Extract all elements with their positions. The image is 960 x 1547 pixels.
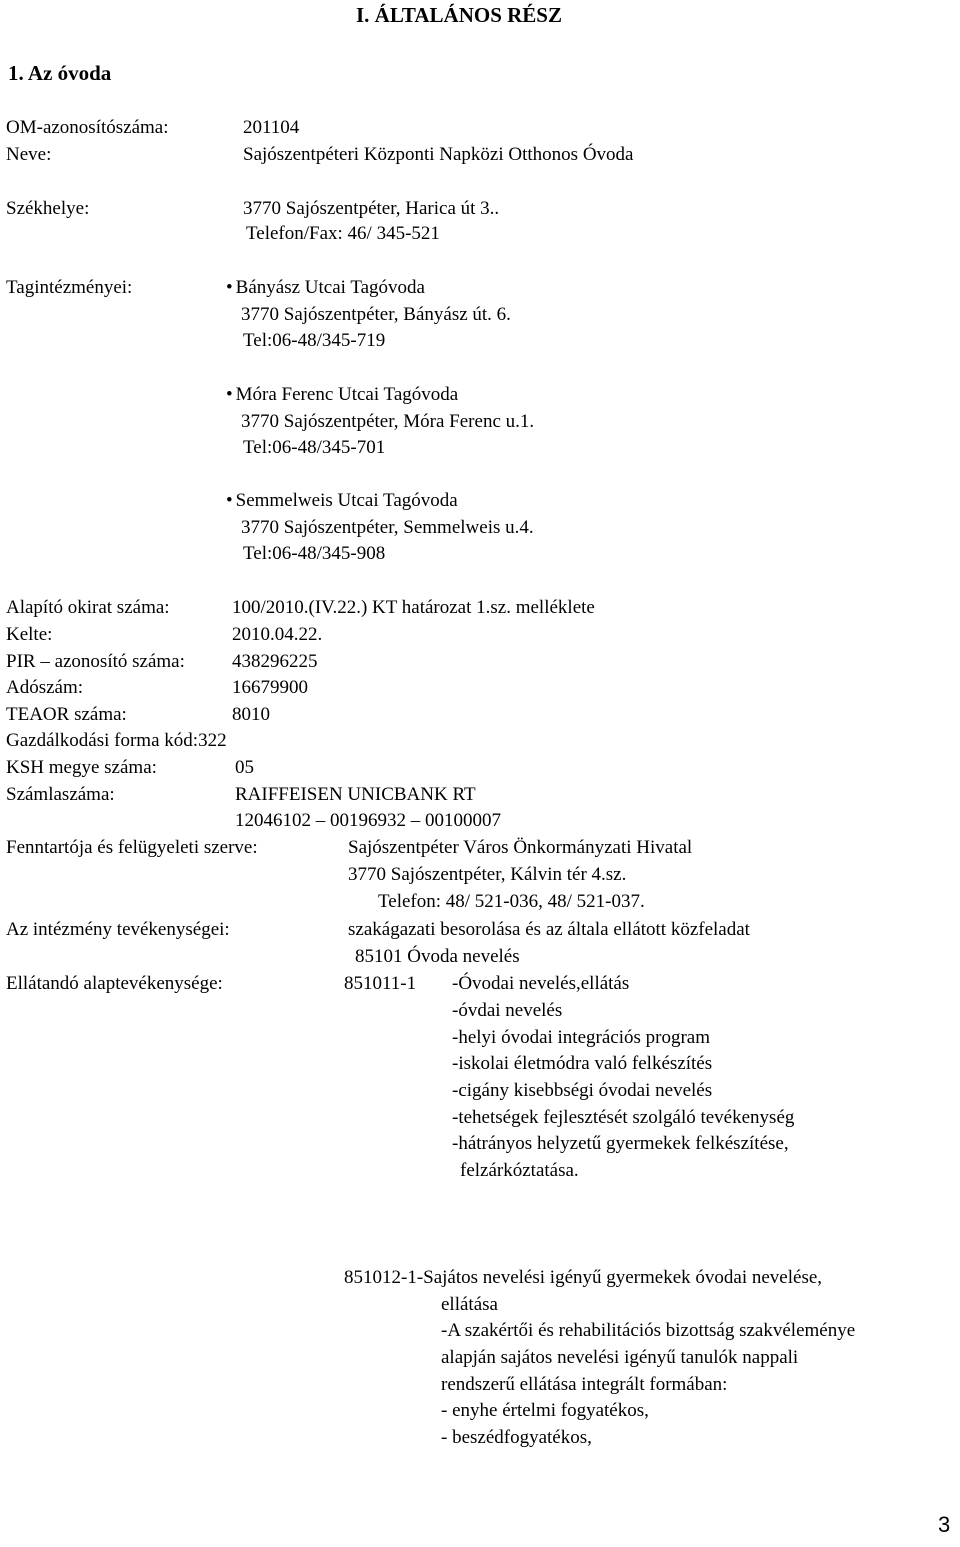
- seat-label: Székhelye:: [6, 198, 90, 219]
- om-value: 201104: [243, 117, 300, 138]
- maintainer-label: Fenntartója és felügyeleti szerve:: [6, 837, 258, 858]
- tax-label: Adószám:: [6, 677, 84, 698]
- pir-value: 438296225: [232, 651, 318, 672]
- basic-code: 851011-1: [344, 973, 417, 994]
- bullet-icon: •: [226, 277, 233, 298]
- teaor-value: 8010: [232, 704, 270, 725]
- special-line: ellátása: [441, 1294, 498, 1315]
- account-bank: RAIFFEISEN UNICBANK RT: [235, 784, 476, 805]
- account-number: 12046102 – 00196932 – 00100007: [235, 810, 501, 831]
- member-item-2: [226, 491, 458, 510]
- activities-line1: szakágazati besorolása és az általa ellátott közfeladat: [348, 919, 750, 940]
- ksh-label: KSH megye száma:: [6, 757, 157, 778]
- member-item-1: [226, 385, 458, 404]
- special-line: - enyhe értelmi fogyatékos,: [441, 1400, 649, 1421]
- list-item: -tehetségek fejlesztését szolgáló tevékenység: [452, 1107, 795, 1128]
- list-item: felzárkóztatása.: [460, 1160, 579, 1181]
- member-phone: Tel:06-48/345-701: [243, 437, 386, 458]
- list-item: -óvdai nevelés: [452, 1000, 563, 1021]
- page-number: 3: [938, 1512, 951, 1537]
- member-name: Móra Ferenc Utcai Tagóvoda: [235, 384, 459, 405]
- list-item: -Óvodai nevelés,ellátás: [452, 973, 630, 994]
- teaor-label: TEAOR száma:: [6, 704, 127, 725]
- member-name: Bányász Utcai Tagóvoda: [235, 277, 425, 298]
- founding-value: 100/2010.(IV.22.) KT határozat 1.sz. melléklete: [232, 597, 595, 618]
- bullet-icon: •: [226, 384, 233, 405]
- name-label: Neve:: [6, 144, 52, 165]
- activities-line2: 85101 Óvoda nevelés: [355, 946, 520, 967]
- member-address: 3770 Sajószentpéter, Bányász út. 6.: [241, 304, 511, 325]
- seat-phone: Telefon/Fax: 46/ 345-521: [246, 223, 440, 244]
- special-line: -A szakértői és rehabilitációs bizottság szakvéleménye: [441, 1320, 856, 1341]
- founding-label: Alapító okirat száma:: [6, 597, 170, 618]
- seat-address: 3770 Sajószentpéter, Harica út 3..: [243, 198, 500, 219]
- member-item-0: [226, 278, 425, 297]
- member-phone: Tel:06-48/345-908: [243, 543, 386, 564]
- gfk-row: [6, 731, 227, 750]
- basic-label: Ellátandó alaptevékenysége:: [6, 973, 223, 994]
- activities-label: Az intézmény tevékenységei:: [6, 919, 230, 940]
- list-item: -hátrányos helyzetű gyermekek felkészítése,: [452, 1133, 789, 1154]
- special-line: rendszerű ellátása integrált formában:: [441, 1374, 728, 1395]
- members-label: Tagintézményei:: [6, 277, 133, 298]
- name-value: Sajószentpéteri Központi Napközi Otthonos Óvoda: [243, 144, 634, 165]
- date-label: Kelte:: [6, 624, 53, 645]
- maintainer-address: 3770 Sajószentpéter, Kálvin tér 4.sz.: [348, 864, 627, 885]
- maintainer-name: Sajószentpéter Város Önkormányzati Hivatal: [348, 837, 693, 858]
- member-address: 3770 Sajószentpéter, Semmelweis u.4.: [241, 517, 534, 538]
- special-line: 851012-1-Sajátos nevelési igényű gyermekek óvodai nevelése,: [344, 1267, 823, 1288]
- bullet-icon: •: [226, 490, 233, 511]
- ksh-value: 05: [235, 757, 254, 778]
- section-title: I. ÁLTALÁNOS RÉSZ: [356, 3, 562, 27]
- list-item: -helyi óvodai integrációs program: [452, 1027, 711, 1048]
- maintainer-phone: Telefon: 48/ 521-036, 48/ 521-037.: [378, 891, 645, 912]
- chapter-heading: 1. Az óvoda: [8, 61, 112, 85]
- member-address: 3770 Sajószentpéter, Móra Ferenc u.1.: [241, 411, 535, 432]
- date-value: 2010.04.22.: [232, 624, 323, 645]
- pir-label: PIR – azonosító száma:: [6, 651, 185, 672]
- special-line: - beszédfogyatékos,: [441, 1427, 592, 1448]
- tax-value: 16679900: [232, 677, 308, 698]
- member-name: Semmelweis Utcai Tagóvoda: [235, 490, 458, 511]
- account-label: Számlaszáma:: [6, 784, 115, 805]
- list-item: -iskolai életmódra való felkészítés: [452, 1053, 713, 1074]
- special-line: alapján sajátos nevelési igényű tanulók nappali: [441, 1347, 799, 1368]
- gfk-value: 322: [198, 730, 227, 751]
- om-label: OM-azonosítószáma:: [6, 117, 169, 138]
- member-phone: Tel:06-48/345-719: [243, 330, 386, 351]
- list-item: -cigány kisebbségi óvodai nevelés: [452, 1080, 713, 1101]
- gfk-label: Gazdálkodási forma kód:: [6, 730, 199, 751]
